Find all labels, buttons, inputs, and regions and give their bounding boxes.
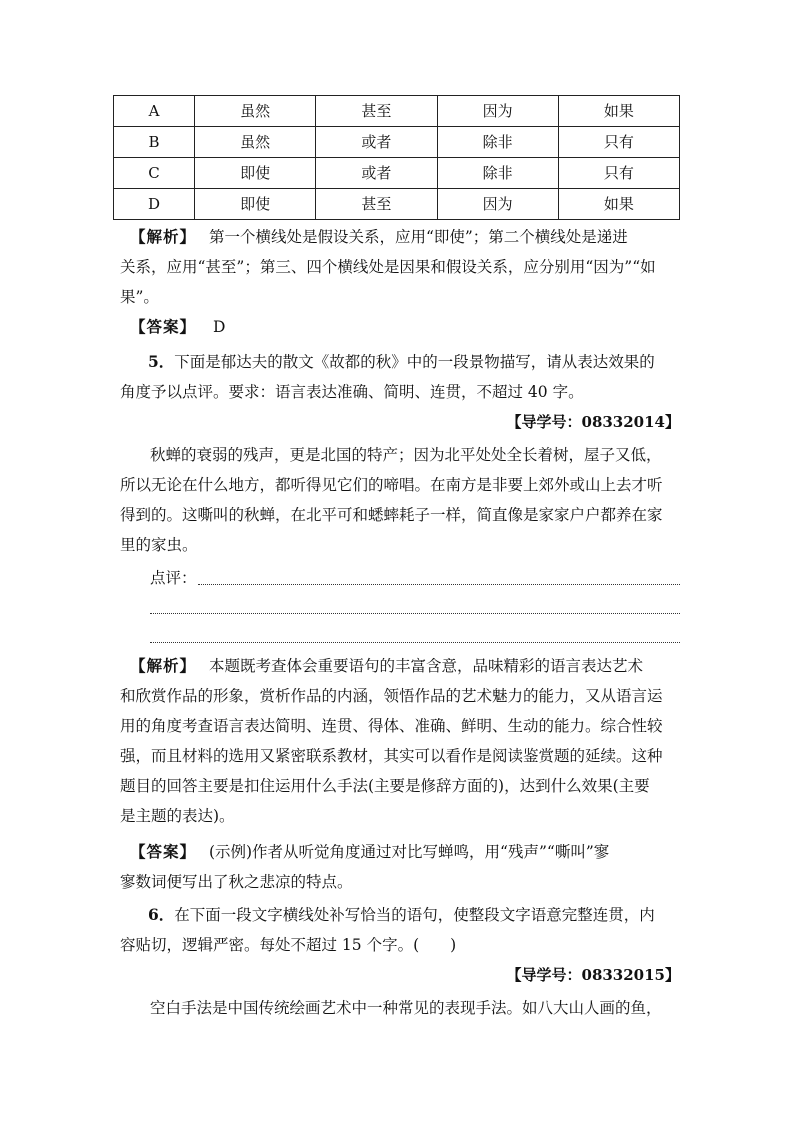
option-word-cell: 只有 — [558, 127, 679, 158]
option-word-cell: 只有 — [558, 158, 679, 189]
option-word-cell: 甚至 — [316, 189, 437, 220]
q5-analysis-line3: 用的角度考查语言表达简明、连贯、得体、准确、鲜明、生动的能力。综合性较 — [120, 717, 663, 735]
option-letter-cell: C — [114, 158, 195, 189]
q5-answer-line2: 寥数词便写出了秋之悲凉的特点。 — [120, 873, 353, 891]
option-word-cell: 或者 — [316, 127, 437, 158]
option-word-cell: 因为 — [437, 189, 558, 220]
option-letter-cell: A — [114, 96, 195, 127]
q5-passage — [120, 440, 680, 560]
q5-analysis-line4: 强，而且材料的选用又紧密联系教材，其实可以看作是阅读鉴赏题的延续。这种 — [120, 747, 663, 765]
q5-analysis-line6: 是主题的表达)。 — [120, 807, 235, 825]
q6-guide-number: 【导学号：08332015】 — [506, 966, 680, 984]
option-word-cell: 除非 — [437, 127, 558, 158]
q5-analysis-line5: 题目的回答主要是扣住运用什么手法(主要是修辞方面的)，达到什么效果(主要 — [120, 777, 650, 795]
q4-analysis-line3: 果”。 — [120, 288, 159, 306]
q5-number: 5． — [148, 352, 175, 371]
q5-answer-line1: (示例)作者从听觉角度通过对比写蝉鸣，用“残声”“嘶叫”寥 — [208, 843, 610, 861]
q5-analysis-line1: 本题既考查体会重要语句的丰富含意，品味精彩的语言表达艺术 — [208, 657, 643, 675]
q5-stem — [120, 347, 680, 407]
q5-answer — [120, 837, 680, 897]
q4-analysis — [120, 222, 680, 312]
q6-stem — [120, 900, 680, 960]
answer-tag: 【答案】 — [130, 317, 197, 336]
analysis-tag: 【解析】 — [130, 656, 197, 675]
q6-stem-line2: 容贴切，逻辑严密。每处不超过 15 个字。( ) — [120, 936, 457, 954]
q5-passage-line2: 所以无论在什么地方，都听得见它们的啼唱。在南方是非要上郊外或山上去才听 — [120, 476, 663, 494]
q4-analysis-line2: 关系，应用“甚至”；第三、四个横线处是因果和假设关系，应分别用“因为”“如 — [120, 258, 656, 276]
review-label: 点评： — [150, 569, 197, 587]
option-word-cell: 即使 — [195, 158, 316, 189]
option-word-cell: 即使 — [195, 189, 316, 220]
q6-passage — [120, 993, 680, 1023]
option-word-cell: 虽然 — [195, 96, 316, 127]
q6-passage-line1: 空白手法是中国传统绘画艺术中一种常见的表现手法。如八大山人画的鱼， — [150, 999, 662, 1017]
q4-answer-value: D — [212, 318, 226, 336]
option-word-cell: 如果 — [558, 96, 679, 127]
analysis-tag: 【解析】 — [130, 227, 197, 246]
q6-stem-line1: 在下面一段文字横线处补写恰当的语句，使整段文字语意完整连贯，内 — [174, 906, 655, 924]
q5-stem-line2: 角度予以点评。要求：语言表达准确、简明、连贯，不超过 40 字。 — [120, 383, 584, 401]
option-letter-cell: B — [114, 127, 195, 158]
option-word-cell: 或者 — [316, 158, 437, 189]
q5-review-area — [150, 563, 680, 653]
q5-passage-line1: 秋蝉的衰弱的残声，更是北国的特产；因为北平处处全长着树，屋子又低， — [150, 446, 662, 464]
option-word-cell: 因为 — [437, 96, 558, 127]
option-word-cell: 除非 — [437, 158, 558, 189]
q5-guide-number: 【导学号：08332014】 — [506, 413, 680, 431]
option-letter-cell: D — [114, 189, 195, 220]
answer-line-2[interactable] — [150, 613, 680, 614]
option-row — [114, 158, 680, 189]
answer-line-3[interactable] — [150, 642, 680, 643]
option-row — [114, 127, 680, 158]
answer-tag: 【答案】 — [130, 842, 197, 861]
q4-answer — [120, 312, 680, 342]
q5-passage-line4: 里的家虫。 — [120, 536, 198, 554]
option-word-cell: 甚至 — [316, 96, 437, 127]
q5-analysis — [120, 651, 680, 831]
option-row — [114, 96, 680, 127]
q5-passage-line3: 得到的。这嘶叫的秋蝉，在北平可和蟋蟀耗子一样，简直像是家家户户都养在家 — [120, 506, 663, 524]
answer-line-1[interactable] — [198, 584, 680, 585]
option-word-cell: 如果 — [558, 189, 679, 220]
q6-number: 6． — [148, 905, 175, 924]
options-table — [113, 95, 680, 220]
q4-analysis-line1: 第一个横线处是假设关系，应用“即使”；第二个横线处是递进 — [208, 228, 628, 246]
q5-stem-line1: 下面是郁达夫的散文《故都的秋》中的一段景物描写，请从表达效果的 — [174, 353, 655, 371]
option-row — [114, 189, 680, 220]
option-word-cell: 虽然 — [195, 127, 316, 158]
q5-analysis-line2: 和欣赏作品的形象，赏析作品的内涵，领悟作品的艺术魅力的能力，又从语言运 — [120, 687, 663, 705]
